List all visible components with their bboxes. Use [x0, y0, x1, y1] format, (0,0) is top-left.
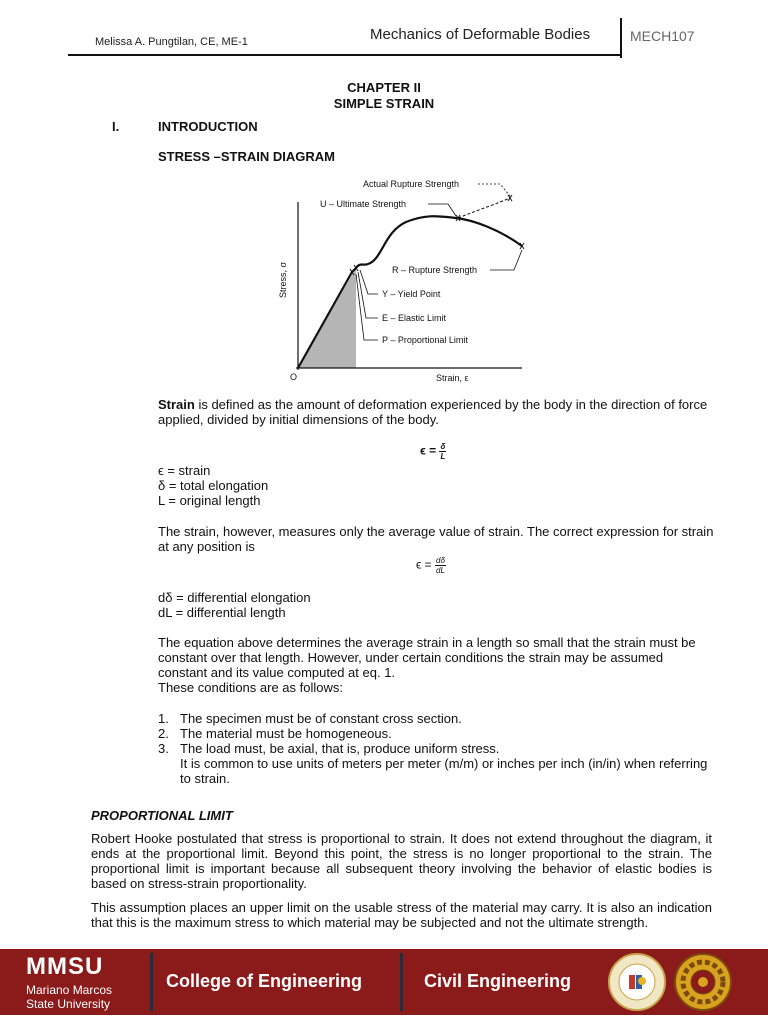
definitions-list-1 — [158, 463, 268, 508]
proportional-limit-heading: PROPORTIONAL LIMIT — [91, 808, 233, 823]
section-numeral: I. — [112, 119, 120, 134]
section-title: INTRODUCTION — [158, 119, 258, 134]
formula1-lhs: ϵ = — [420, 443, 437, 458]
formula2-denominator: dL — [436, 566, 445, 575]
label-ultimate: U – Ultimate Strength — [320, 199, 407, 209]
footer-banner — [0, 949, 768, 1015]
university-line-2: State University — [26, 997, 111, 1011]
university-seal-icon — [608, 953, 666, 1011]
formula1-denominator: L — [440, 452, 446, 461]
university-line-1: Mariano Marcos — [26, 983, 113, 997]
footer-university-name — [26, 983, 112, 1011]
list-item: 3. The load must, be axial, that is, produce uniform stress. — [158, 741, 500, 756]
definitions-list-2 — [158, 590, 311, 620]
list-item: 2. The material must be homogeneous. — [158, 726, 392, 741]
paragraph-average-strain: The strain, however, measures only the average value of strain. The correct expression for strain at any position is — [158, 524, 714, 554]
formula-differential-strain — [416, 556, 446, 575]
label-origin: O — [290, 372, 298, 382]
paragraph-conditions-intro — [158, 635, 714, 695]
header-divider — [620, 18, 622, 58]
strain-term: Strain — [158, 397, 195, 412]
author-name: Melissa A. Pungtilan, CE, ME-1 — [95, 36, 248, 48]
stress-strain-diagram — [260, 170, 540, 390]
condition-note: It is common to use units of meters per meter (m/m) or inches per inch (in/in) when referring to strain. — [180, 756, 708, 786]
paragraph-assumption: This assumption places an upper limit on the usable stress of the material may carry. It is also an indication that this is the maximum stress to which material may be subjected and not the ultimate strength. — [91, 900, 712, 930]
formula2-numerator: dδ — [436, 556, 445, 565]
formula-strain — [420, 442, 446, 461]
footer-separator — [150, 953, 153, 1011]
chapter-title: SIMPLE STRAIN — [333, 96, 435, 111]
list-item: 1. The specimen must be of constant cross section. — [158, 711, 462, 726]
strain-definition-text: is defined as the amount of deformation experienced by the body in the direction of force applied, divided by initial dimensions of the body. — [158, 397, 708, 427]
label-proportional: P – Proportional Limit — [382, 335, 468, 345]
chapter-number: CHAPTER II — [347, 80, 421, 95]
footer-department: Civil Engineering — [424, 971, 572, 991]
formula1-numerator: δ — [440, 442, 446, 451]
formula2-lhs: ϵ = — [416, 557, 432, 572]
footer-separator — [400, 953, 403, 1011]
footer-college: College of Engineering — [166, 971, 363, 991]
label-y-axis: Stress, σ — [278, 261, 288, 298]
engineering-gear-icon — [674, 953, 732, 1011]
course-title: Mechanics of Deformable Bodies — [370, 26, 591, 43]
definition-item: dL = differential length — [158, 605, 286, 620]
paragraph-text: These conditions are as follows: — [158, 680, 343, 695]
label-elastic: E – Elastic Limit — [382, 313, 447, 323]
label-rupture: R – Rupture Strength — [392, 265, 478, 275]
paragraph-hooke: Robert Hooke postulated that stress is proportional to strain. It does not extend throughout the diagram, it ends at the proportional limit. Beyond this point, the stress is no longer proportional to the strain. The proportional limit is important because all subsequent theory involving the behavior of elastic bodies is based on stress-strain proportionality. — [91, 831, 712, 891]
actual-rupture-dashed — [458, 198, 510, 218]
course-code: MECH107 — [630, 28, 695, 44]
footer-logo-text: MMSU — [26, 953, 104, 980]
definition-item: L = original length — [158, 493, 261, 508]
definition-item: dδ = differential elongation — [158, 590, 311, 605]
header-rule — [68, 54, 622, 56]
definition-item: δ = total elongation — [158, 478, 269, 493]
label-x-axis: Strain, ε — [436, 373, 469, 383]
strain-definition — [158, 397, 710, 427]
paragraph-text: The equation above determines the average strain in a length so small that the strain must be constant over that length. However, under certain conditions the strain may be assumed constant and its value computed at eq. 1. — [158, 635, 696, 680]
definition-item: ϵ = strain — [158, 463, 211, 478]
subsection-title: STRESS –STRAIN DIAGRAM — [158, 149, 335, 164]
label-yield: Y – Yield Point — [382, 289, 441, 299]
label-actual-rupture: Actual Rupture Strength — [363, 179, 460, 189]
conditions-list — [158, 711, 714, 786]
